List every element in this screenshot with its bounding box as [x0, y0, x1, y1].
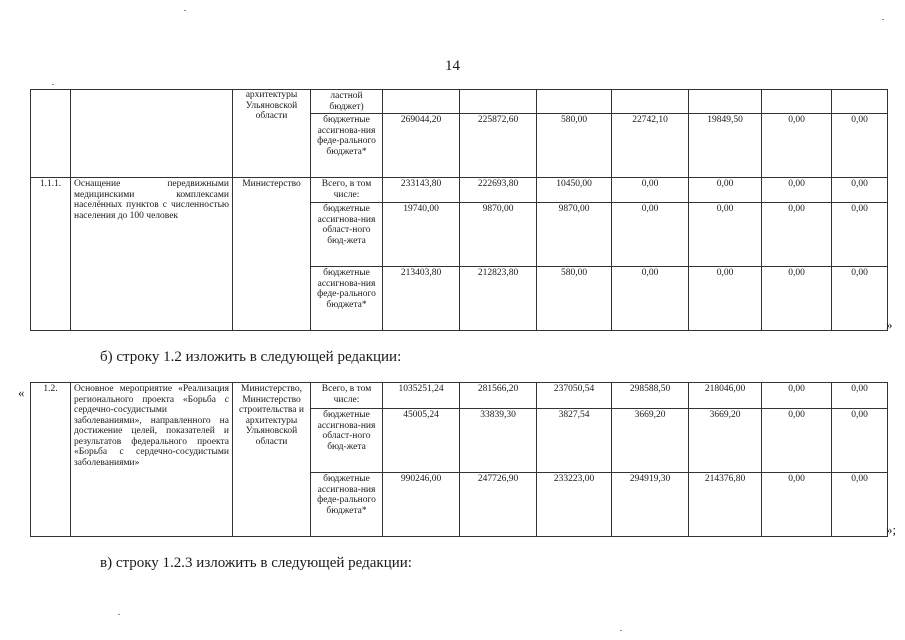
row-name: Основное мероприятие «Реализация регионального проекта «Борьба с сердечно-сосудистыми заболеваниями», направленного на достижение целей, показателей и результатов федерального проекта «Борьба с сердечно-сосудистыми заболеваниями»	[71, 383, 233, 537]
value-cell: 213403,80	[383, 267, 460, 331]
opening-quote: «	[18, 385, 25, 400]
value-cell: 233223,00	[537, 473, 612, 537]
scan-speck	[184, 10, 186, 11]
value-cell: 9870,00	[537, 203, 612, 267]
budget-table-top	[30, 89, 888, 331]
table-row	[31, 383, 888, 409]
source-cell: бюджетные ассигнова-ния феде-рального бюджета*	[311, 473, 383, 537]
value-cell: 45005,24	[383, 409, 460, 473]
value-cell: 0,00	[832, 178, 888, 203]
value-cell: 1035251,24	[383, 383, 460, 409]
table-row	[31, 90, 888, 114]
value-cell: 580,00	[537, 267, 612, 331]
closing-quote: »	[886, 317, 893, 332]
source-cell: бюджетные ассигнова-ния феде-рального бюджета*	[311, 114, 383, 178]
row-name: Оснащение передвижными медицинскими комплексами населённых пунктов с численностью населения до 100 человек	[71, 178, 233, 331]
value-cell: 0,00	[832, 473, 888, 537]
value-cell: 0,00	[832, 114, 888, 178]
value-cell: 0,00	[612, 203, 689, 267]
source-cell: бюджетные ассигнова-ния феде-рального бюджета*	[311, 267, 383, 331]
source-cell: Всего, в том числе:	[311, 178, 383, 203]
value-cell: 233143,80	[383, 178, 460, 203]
value-cell: 9870,00	[460, 203, 537, 267]
scan-speck	[118, 614, 120, 615]
source-cell: бюджетные ассигнова-ния област-ного бюд-жета	[311, 409, 383, 473]
value-cell: 10450,00	[537, 178, 612, 203]
paragraph-b: б) строку 1.2 изложить в следующей редакции:	[100, 349, 402, 365]
value-cell: 222693,80	[460, 178, 537, 203]
budget-table-row-1-2	[30, 382, 888, 537]
value-cell: 0,00	[612, 178, 689, 203]
value-cell: 0,00	[762, 114, 832, 178]
value-cell: 225872,60	[460, 114, 537, 178]
value-cell: 3827,54	[537, 409, 612, 473]
value-cell: 0,00	[762, 267, 832, 331]
value-cell: 0,00	[689, 203, 762, 267]
row-index: 1.1.1.	[31, 178, 71, 331]
value-cell: 0,00	[832, 383, 888, 409]
value-cell: 218046,00	[689, 383, 762, 409]
value-cell: 269044,20	[383, 114, 460, 178]
value-cell: 3669,20	[689, 409, 762, 473]
value-cell: 0,00	[762, 178, 832, 203]
value-cell: 0,00	[689, 178, 762, 203]
value-cell: 294919,30	[612, 473, 689, 537]
executor-cell: Министерство	[233, 178, 311, 331]
value-cell: 237050,54	[537, 383, 612, 409]
closing-quote: »;	[886, 522, 897, 537]
executor-cell: архитектуры Ульяновской области	[233, 90, 311, 178]
paragraph-v: в) строку 1.2.3 изложить в следующей редакции:	[100, 555, 412, 571]
table-row	[31, 178, 888, 203]
value-cell: 212823,80	[460, 267, 537, 331]
value-cell: 247726,90	[460, 473, 537, 537]
scan-speck	[882, 19, 884, 20]
value-cell: 0,00	[832, 203, 888, 267]
value-cell: 19849,50	[689, 114, 762, 178]
source-cell: ластной бюджет)	[311, 90, 383, 114]
row-index: 1.2.	[31, 383, 71, 537]
page-number: 14	[445, 58, 460, 74]
value-cell: 33839,30	[460, 409, 537, 473]
value-cell: 214376,80	[689, 473, 762, 537]
value-cell: 0,00	[612, 267, 689, 331]
value-cell: 0,00	[762, 409, 832, 473]
source-cell: бюджетные ассигнова-ния област-ного бюд-жета	[311, 203, 383, 267]
value-cell: 0,00	[762, 473, 832, 537]
executor-cell: Министерство, Министерство строительства и архитектуры Ульяновской области	[233, 383, 311, 537]
value-cell: 22742,10	[612, 114, 689, 178]
value-cell: 0,00	[762, 203, 832, 267]
value-cell: 281566,20	[460, 383, 537, 409]
scan-speck	[620, 630, 622, 631]
value-cell: 298588,50	[612, 383, 689, 409]
scan-speck	[52, 84, 54, 85]
value-cell: 19740,00	[383, 203, 460, 267]
value-cell: 0,00	[832, 267, 888, 331]
value-cell: 3669,20	[612, 409, 689, 473]
value-cell: 580,00	[537, 114, 612, 178]
value-cell: 0,00	[832, 409, 888, 473]
value-cell: 0,00	[689, 267, 762, 331]
value-cell: 0,00	[762, 383, 832, 409]
value-cell: 990246,00	[383, 473, 460, 537]
source-cell: Всего, в том числе:	[311, 383, 383, 409]
